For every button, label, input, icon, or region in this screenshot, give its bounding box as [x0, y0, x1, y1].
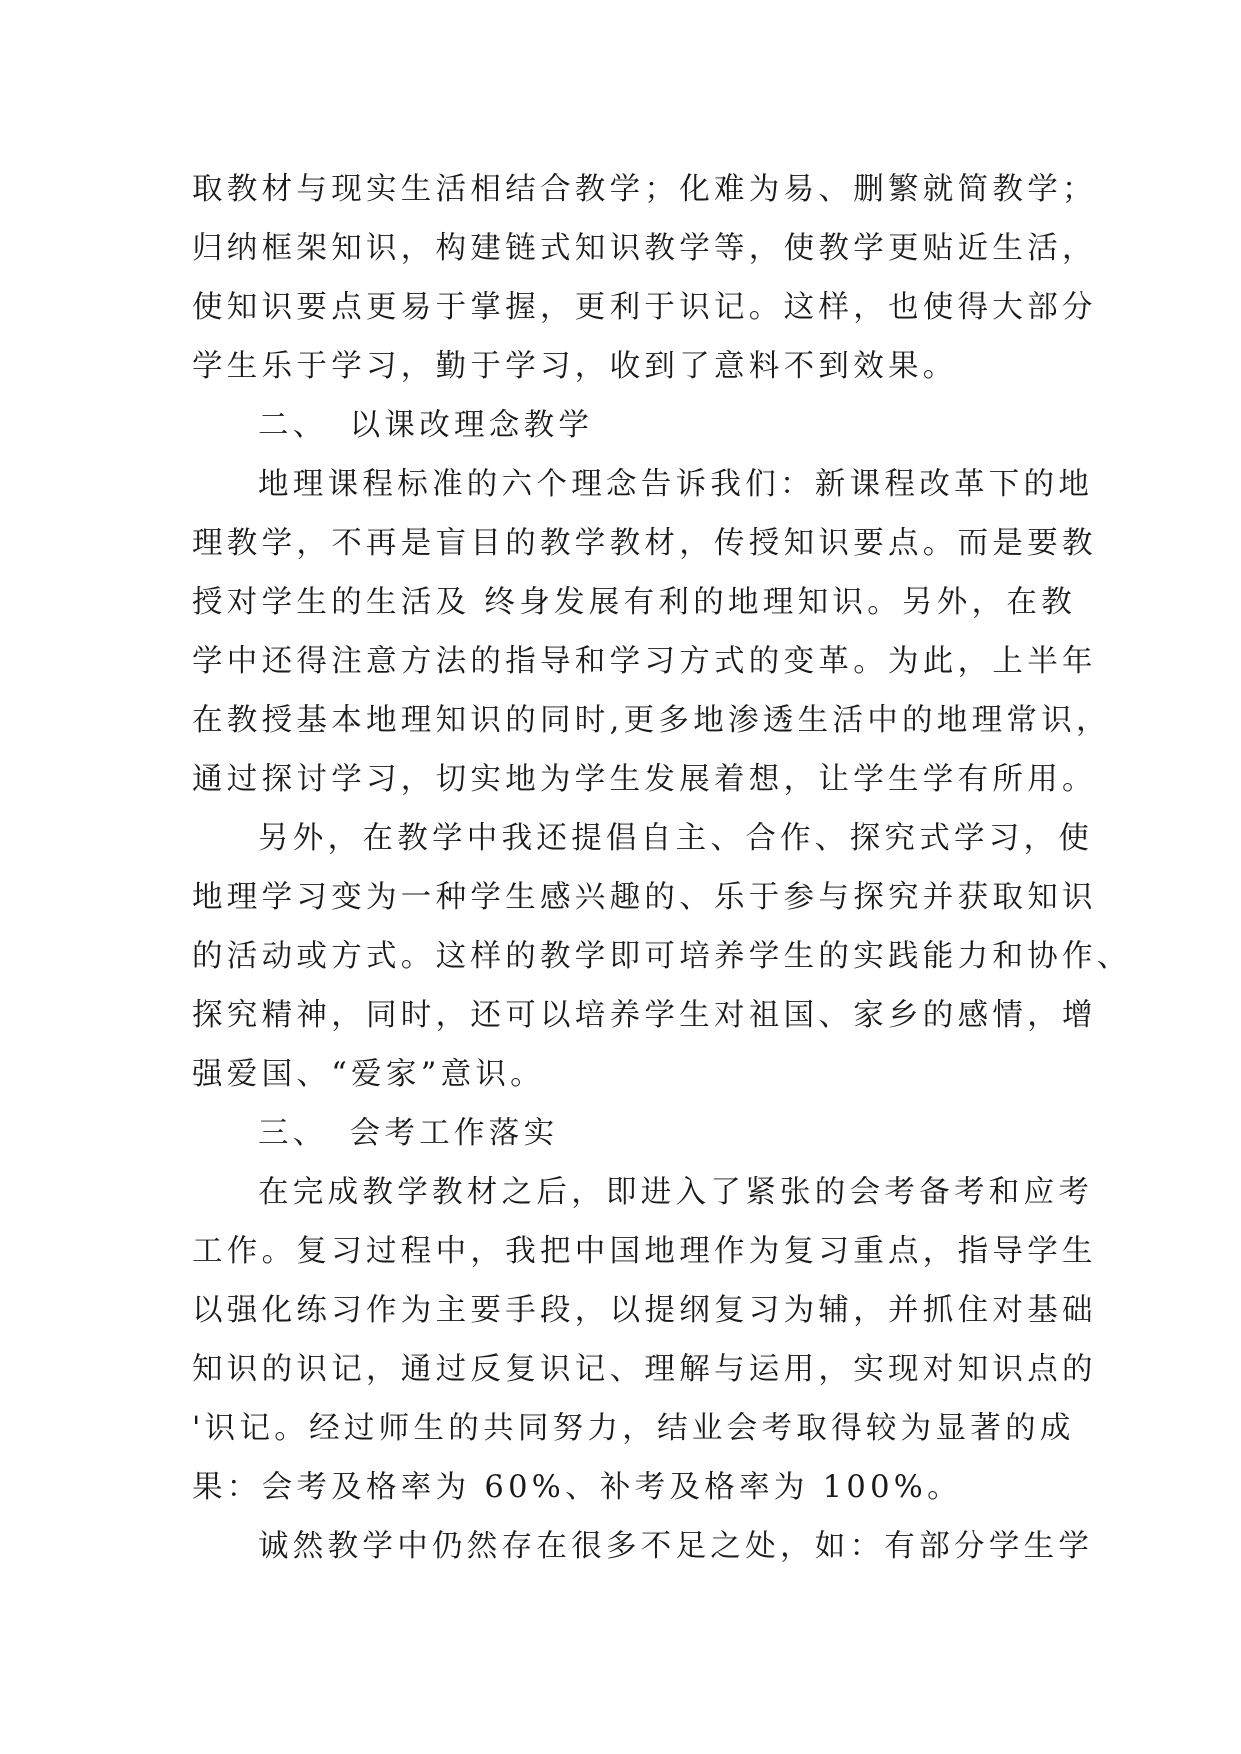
paragraph-line: 在完成教学教材之后，即进入了紧张的会考备考和应考	[258, 1175, 1094, 1210]
paragraph-line: 强爱国、“爱家”意识。	[192, 1057, 545, 1092]
paragraph-line: 在教授基本地理知识的同时,更多地渗透生活中的地理常识，	[192, 703, 1111, 738]
paragraph-line: 工作。复习过程中，我把中国地理作为复习重点，指导学生	[192, 1234, 1097, 1269]
section-heading-2	[192, 396, 1072, 455]
section-title: 以课改理念教学	[349, 408, 594, 443]
paragraph-line: 地理学习变为一种学生感兴趣的、乐于参与探究并获取知识	[192, 880, 1097, 915]
document-body	[192, 160, 1132, 1576]
paragraph-line: 使知识要点更易于掌握，更利于识记。这样，也使得大部分	[192, 290, 1097, 325]
paragraph-line: 果：会考及格率为 60%、补考及格率为 100%。	[192, 1470, 962, 1505]
section-title: 会考工作落实	[349, 1116, 559, 1151]
paragraph-line: 归纳框架知识，构建链式知识教学等，使教学更贴近生活，	[192, 231, 1097, 266]
paragraph-line: 的活动或方式。这样的教学即可培养学生的实践能力和协作、	[192, 939, 1132, 974]
paragraph-line: 以强化练习作为主要手段，以提纲复习为辅，并抓住对基础	[192, 1293, 1097, 1328]
section-heading-3	[192, 1104, 1072, 1163]
section-number: 二、	[258, 408, 328, 443]
paragraph-line: 诚然教学中仍然存在很多不足之处，如：有部分学生学	[258, 1529, 1094, 1564]
paragraph-line: 学生乐于学习，勤于学习，收到了意料不到效果。	[192, 349, 958, 384]
paragraph-line: 知识的识记，通过反复识记、理解与运用，实现对知识点的	[192, 1352, 1097, 1387]
paragraph-line: 地理课程标准的六个理念告诉我们：新课程改革下的地	[258, 467, 1094, 502]
paragraph-line: 通过探讨学习，切实地为学生发展着想，让学生学有所用。	[192, 762, 1097, 797]
paragraph-line: 探究精神，同时，还可以培养学生对祖国、家乡的感情，增	[192, 998, 1097, 1033]
section-number: 三、	[258, 1116, 328, 1151]
paragraph-line: 另外，在教学中我还提倡自主、合作、探究式学习，使	[258, 821, 1094, 856]
paragraph-line: 学中还得注意方法的指导和学习方式的变革。为此，上半年	[192, 644, 1097, 679]
paragraph-line: '识记。经过师生的共同努力，结业会考取得较为显著的成	[192, 1411, 1075, 1446]
paragraph-line: 授对学生的生活及 终身发展有利的地理知识。另外，在教	[192, 585, 1076, 620]
paragraph-line: 取教材与现实生活相结合教学；化难为易、删繁就简教学；	[192, 172, 1097, 207]
paragraph-line: 理教学，不再是盲目的教学教材，传授知识要点。而是要教	[192, 526, 1097, 561]
